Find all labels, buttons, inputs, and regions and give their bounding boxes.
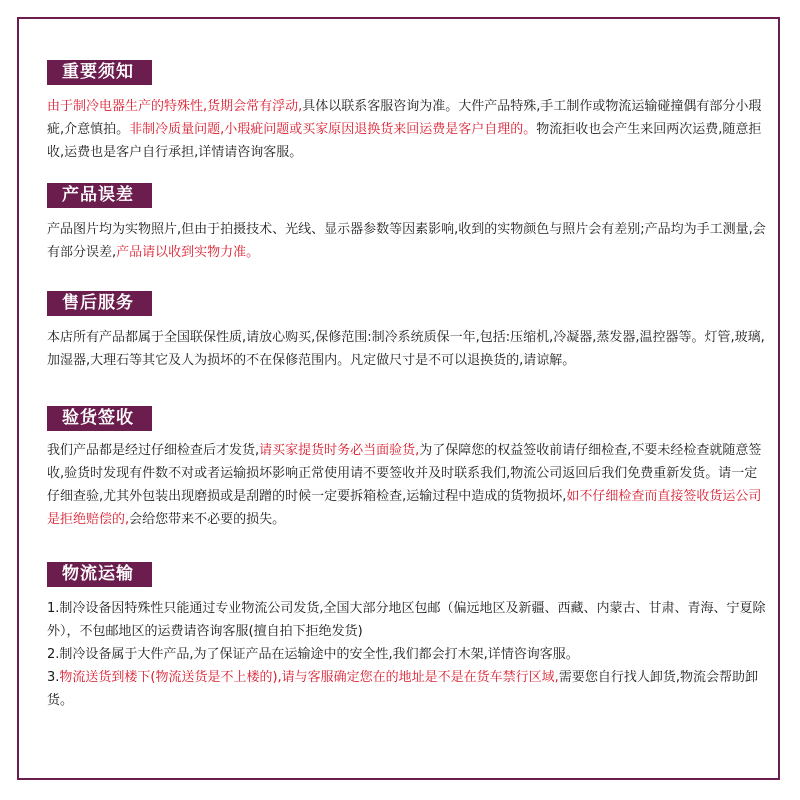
text-span: 3. xyxy=(47,670,60,685)
paragraph xyxy=(47,666,767,712)
section-inspection xyxy=(47,406,767,531)
text-span: 具体以联系客服咨询为准。大件产品特殊,手工制作或物流运输碰撞偶有部分小瑕疵,介意慎拍。 xyxy=(47,99,762,137)
section-product-error xyxy=(47,183,767,264)
section-title: 验货签收 xyxy=(47,406,152,431)
section-title: 物流运输 xyxy=(47,562,152,587)
section-title: 重要须知 xyxy=(47,60,152,85)
paragraph xyxy=(47,597,767,643)
section-body xyxy=(47,95,767,164)
text-span: 2.制冷设备属于大件产品,为了保证产品在运输途中的安全性,我们都会打木架,详情咨询客服。 xyxy=(47,647,579,662)
section-title: 产品误差 xyxy=(47,183,152,208)
text-span: 由于制冷电器生产的特殊性,货期会常有浮动, xyxy=(47,99,303,114)
section-after-sales xyxy=(47,291,767,372)
text-span: 如不仔细检查而直接签收货运公司是拒绝赔偿的, xyxy=(47,489,762,527)
text-span: 需要您自行找人卸货,物流会帮助卸货。 xyxy=(47,670,758,708)
section-body xyxy=(47,218,767,264)
text-span: 我们产品都是经过仔细检查后才发货, xyxy=(47,443,260,458)
paragraph xyxy=(47,326,767,372)
text-span: 请买家提货时务必当面验货, xyxy=(259,443,420,458)
text-span: 本店所有产品都属于全国联保性质,请放心购买,保修范围:制冷系统质保一年,包括:压缩机,冷凝器,蒸发器,温控器等。灯管,玻璃,加湿器,大理石等其它及人为损坏的不在保修范围内。凡定做尺寸是不可以退换货的,请谅解。 xyxy=(47,330,765,368)
section-important-notice xyxy=(47,60,767,164)
section-title: 售后服务 xyxy=(47,291,152,316)
text-span: 非制冷质量问题,小瑕疵问题或买家原因退换货来回运费是客户自理的。 xyxy=(129,122,537,137)
paragraph xyxy=(47,95,767,164)
section-body xyxy=(47,597,767,712)
text-span: 物流拒收也会产生来回两次运费,随意拒收,运费也是客户自行承担,详情请咨询客服。 xyxy=(47,122,762,160)
paragraph xyxy=(47,439,767,531)
paragraph xyxy=(47,218,767,264)
text-span: 会给您带来不必要的损失。 xyxy=(129,512,286,527)
text-span: 为了保障您的权益签收前请仔细检查,不要未经检查就随意签收,验货时发现有件数不对或者运输损坏影响正常使用请不要签收并及时联系我们,物流公司返回后我们免费重新发货。请一定仔细查验,尤其外包装出现磨损或是刮蹭的时候一定要拆箱检查,运输过程中造成的货物损坏, xyxy=(47,443,762,504)
paragraph xyxy=(47,643,767,666)
text-span: 产品图片均为实物照片,但由于拍摄技术、光线、显示器参数等因素影响,收到的实物颜色与照片会有差别;产品均为手工测量,会有部分误差, xyxy=(47,222,766,260)
section-logistics xyxy=(47,562,767,712)
text-span: 物流送货到楼下(物流送货是不上楼的),请与客服确定您在的地址是不是在货车禁行区域, xyxy=(59,670,559,685)
text-span: 产品请以收到实物力准。 xyxy=(116,245,260,260)
section-body xyxy=(47,439,767,531)
section-body xyxy=(47,326,767,372)
text-span: 1.制冷设备因特殊性只能通过专业物流公司发货,全国大部分地区包邮（偏远地区及新疆、西藏、内蒙古、甘肃、青海、宁夏除外），不包邮地区的运费请咨询客服(擅自拍下拒绝发货) xyxy=(47,601,766,639)
